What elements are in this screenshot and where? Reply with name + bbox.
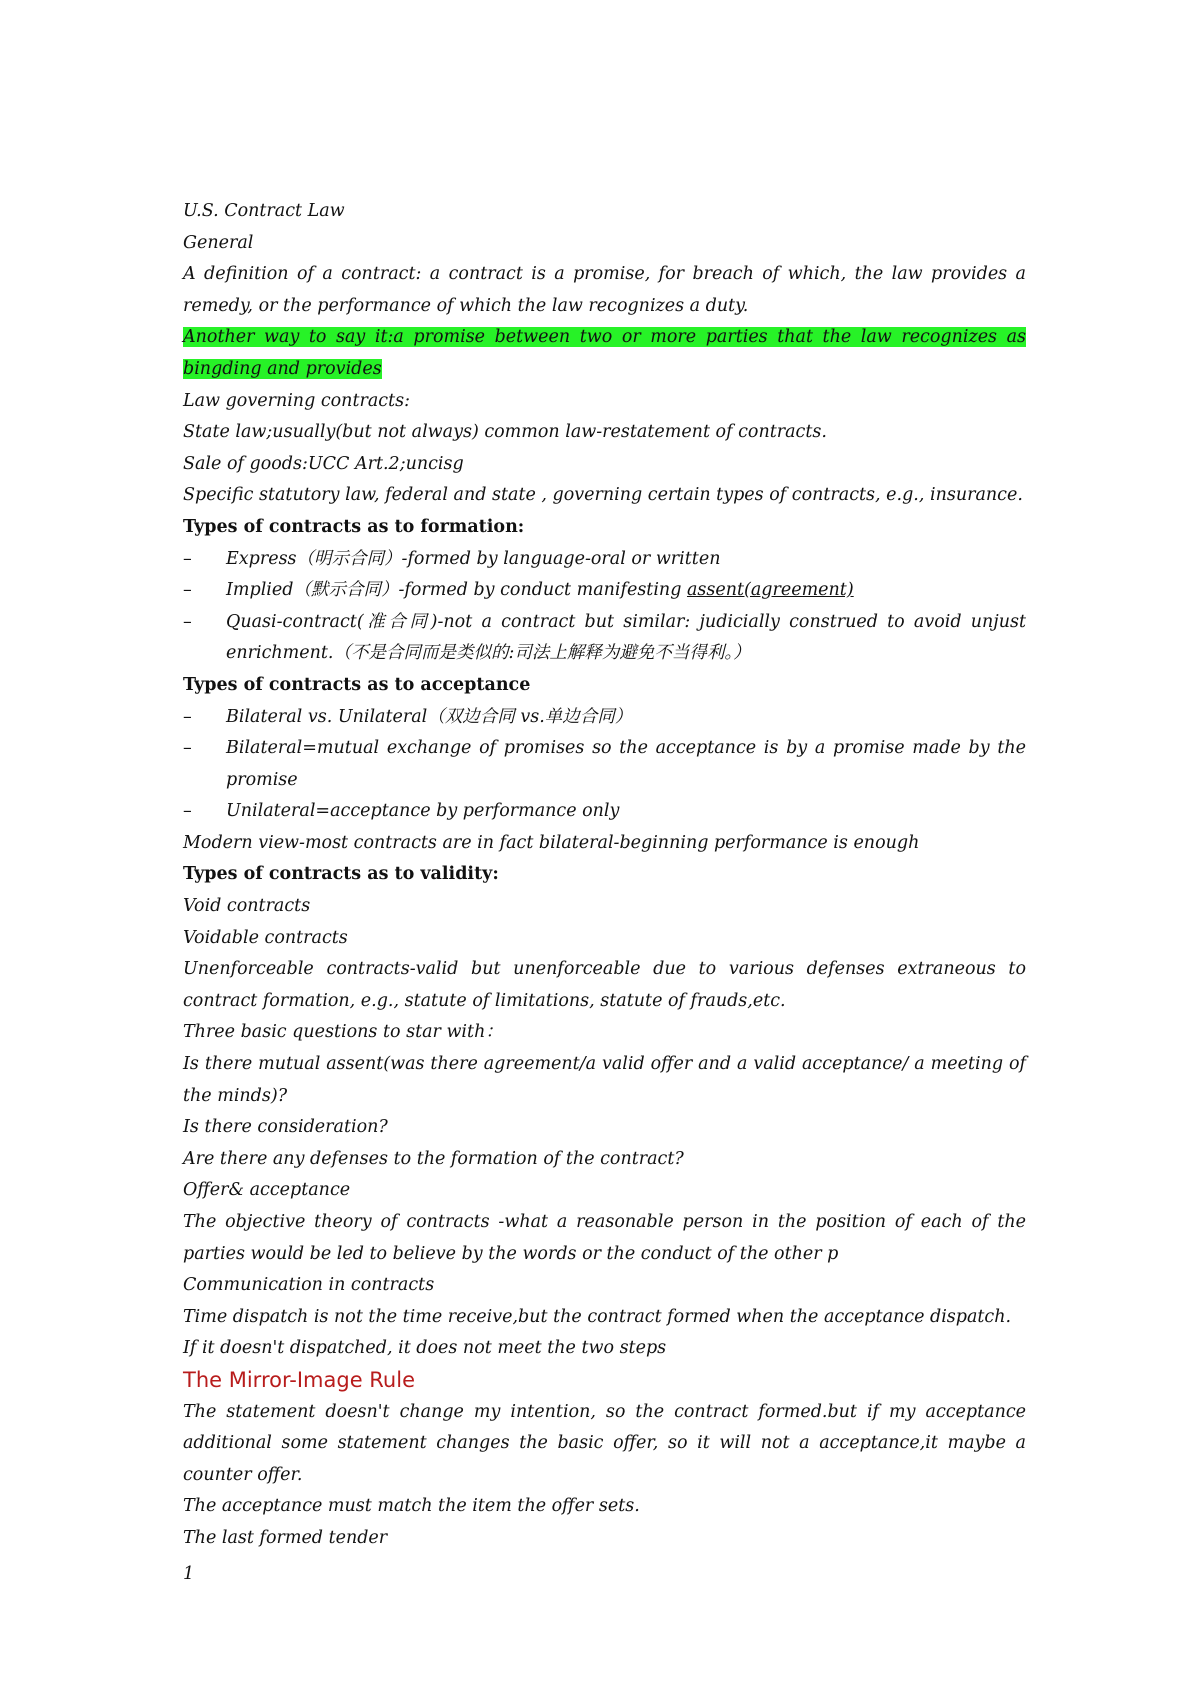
bullet-quasi-text-1: Quasi-contract(准合同)-not a contract but similar: judicially construed to avoid unjust — [226, 611, 1026, 632]
acceptance-match: The acceptance must match the item the offer sets. — [183, 1496, 640, 1517]
objective-line-2: parties would be led to believe by the words or the conduct of the other p — [183, 1243, 839, 1264]
unenforceable-line-2: contract formation, e.g., statute of limitations, statute of frauds,etc. — [183, 990, 786, 1011]
state-law: State law;usually(but not always) common law-restatement of contracts. — [183, 422, 827, 443]
time-dispatch: Time dispatch is not the time receive,but the contract formed when the acceptance dispatch. — [183, 1306, 1012, 1327]
mirror-image-heading: The Mirror-Image Rule — [183, 1367, 415, 1392]
communication: Communication in contracts — [183, 1275, 435, 1296]
section-general: General — [183, 232, 254, 253]
if-not-dispatched: If it doesn't dispatched, it does not meet the two steps — [183, 1338, 667, 1359]
formation-heading: Types of contracts as to formation: — [183, 516, 525, 537]
definition-line-2: remedy, or the performance of which the law recognizes a duty. — [183, 295, 749, 316]
bullet-dash: – — [183, 738, 192, 759]
document-body — [183, 196, 1026, 1555]
bullet-implied — [183, 575, 1026, 607]
bullet-bilateral-vs-text: Bilateral vs. Unilateral（双边合同 vs.单边合同） — [226, 706, 633, 727]
offer-acceptance: Offer& acceptance — [183, 1180, 351, 1201]
bullet-bilateral-text-2: promise — [226, 769, 298, 790]
bullet-express-text: Express（明示合同）-formed by language-oral or written — [226, 548, 721, 569]
statement-line-3: counter offer. — [183, 1464, 303, 1485]
bullet-bilateral-vs — [183, 702, 1026, 734]
last-formed-tender: The last formed tender — [183, 1527, 388, 1548]
consideration-question: Is there consideration? — [183, 1117, 388, 1138]
underlined-assent: assent(agreement) — [686, 580, 854, 601]
bullet-quasi — [183, 607, 1026, 639]
bullet-implied-text: Implied（默示合同）-formed by conduct manifesting — [226, 580, 687, 601]
modern-view: Modern view-most contracts are in fact bilateral-beginning performance is enough — [183, 832, 920, 853]
bullet-express — [183, 544, 1026, 576]
highlighted-text-2: bingding and provides — [183, 358, 382, 379]
bullet-bilateral-continued — [183, 765, 1026, 797]
validity-heading: Types of contracts as to validity: — [183, 864, 499, 885]
highlighted-text-1: Another way to say it:a promise between two or more parties that the law recognizes as — [183, 327, 1026, 348]
voidable-contracts: Voidable contracts — [183, 927, 348, 948]
highlighted-line-2 — [183, 354, 1026, 386]
mutual-assent-line-2: the minds)? — [183, 1085, 288, 1106]
unenforceable-line-1: Unenforceable contracts-valid but unenforceable due to various defenses extraneous to — [183, 959, 1026, 980]
bullet-unilateral — [183, 796, 1026, 828]
specific-statutory: Specific statutory law, federal and state , governing certain types of contracts, e.g., insurance. — [183, 485, 1023, 506]
bullet-unilateral-text: Unilateral=acceptance by performance only — [226, 801, 620, 822]
bullet-dash: – — [183, 801, 192, 822]
mutual-assent-line-1: Is there mutual assent(was there agreement/a valid offer and a valid acceptance/ a meeting of — [183, 1054, 1026, 1075]
definition-line-1: A definition of a contract: a contract is a promise, for breach of which, the law provides a — [183, 264, 1026, 285]
document-title: U.S. Contract Law — [183, 201, 345, 221]
bullet-dash: – — [183, 548, 192, 569]
sale-of-goods: Sale of goods:UCC Art.2;uncisg — [183, 453, 464, 474]
law-governing: Law governing contracts: — [183, 390, 410, 411]
page-number: 1 — [183, 1564, 195, 1584]
bullet-dash: – — [183, 580, 192, 601]
statement-line-2: additional some statement changes the basic offer, so it will not a acceptance,it maybe a — [183, 1433, 1026, 1454]
statement-line-1: The statement doesn't change my intention, so the contract formed.but if my acceptance — [183, 1401, 1026, 1422]
highlighted-line-1 — [183, 322, 1026, 354]
bullet-quasi-continued — [183, 638, 1026, 670]
void-contracts: Void contracts — [183, 896, 311, 917]
defenses-question: Are there any defenses to the formation of the contract? — [183, 1148, 684, 1169]
bullet-bilateral — [183, 733, 1026, 765]
three-questions: Three basic questions to star with： — [183, 1022, 503, 1043]
bullet-bilateral-text-1: Bilateral=mutual exchange of promises so the acceptance is by a promise made by the — [226, 738, 1026, 759]
bullet-dash: – — [183, 611, 192, 632]
acceptance-heading: Types of contracts as to acceptance — [183, 674, 531, 695]
bullet-dash: – — [183, 706, 192, 727]
objective-line-1: The objective theory of contracts -what a reasonable person in the position of each of the — [183, 1212, 1026, 1232]
bullet-quasi-text-2: enrichment.（不是合同而是类似的:司法上解释为避免不当得利。） — [226, 643, 751, 664]
